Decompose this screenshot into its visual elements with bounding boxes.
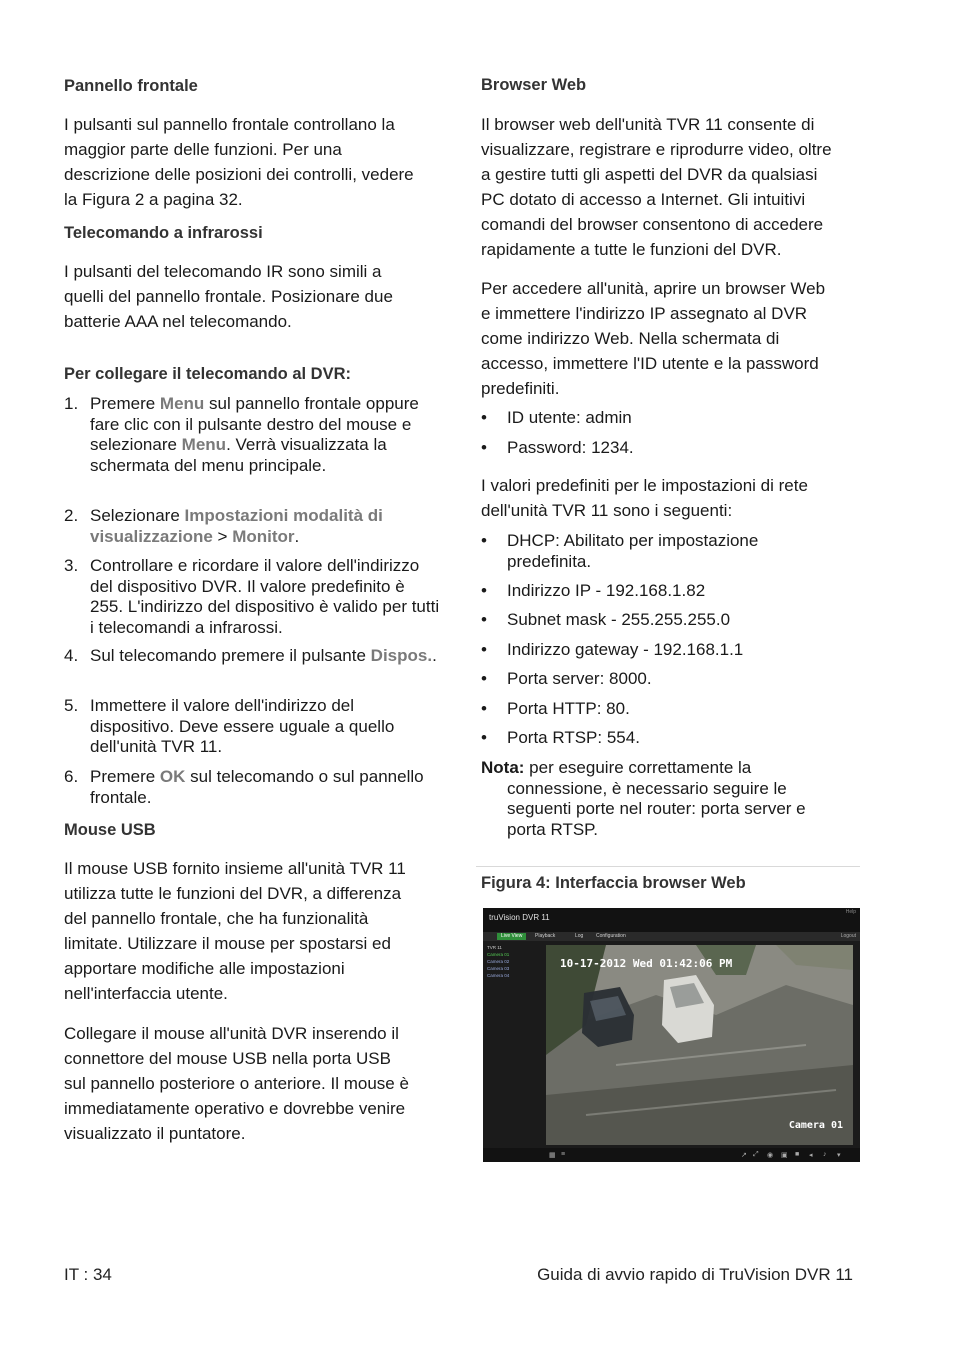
heading-connect-remote: Per collegare il telecomando al DVR: [64, 365, 352, 383]
paragraph-network-defaults: I valori predefiniti per le impostazioni di rete dell'unità TVR 11 sono i seguenti: [481, 476, 808, 520]
dvr-nav [483, 932, 860, 941]
step-text: Controllare e ricordare il valore dell'indirizzo del dispositivo DVR. Il valore predefinito è 255. L'indirizzo del dispositivo è valido per tutti i telecomandi a infrarossi. [90, 556, 440, 637]
dvr-help: Help [845, 909, 856, 915]
list-item: • Password: 1234. [481, 438, 634, 457]
step-5: 5. Immettere il valore dell'indirizzo del dispositivo. Deve essere uguale a quello dell'unità TVR 11. [64, 696, 395, 756]
page-number: IT : 34 [64, 1265, 112, 1284]
step-text: sul pannello frontale oppure fare clic con il pulsante destro del mouse e selezionare [90, 394, 419, 454]
list-item: • ID utente: admin [481, 408, 632, 427]
tab-live-view: Live View [497, 933, 526, 940]
paragraph-usb-mouse-1: Il mouse USB fornito insieme all'unità TVR 11 utilizza tutte le funzioni del DVR, a differenza del pannello frontale, che ha funzionalità limitate. Utilizzare il mouse per spostarsi ed apportare modifiche alle impostazioni nell'interfaccia utente. [64, 859, 406, 1003]
step-text: Premere [90, 767, 160, 786]
list-item: • Porta server: 8000. [481, 669, 652, 688]
list-item: • Porta RTSP: 554. [481, 728, 640, 747]
dvr-camera-tree: TVR 11 Camera 01 Camera 02 Camera 03 Camera 04 [487, 945, 510, 978]
volume-icon: ♪ [823, 1151, 827, 1158]
note: Nota: per eseguire correttamente la connessione, è necessario seguire le seguenti porte nel router: porta server e porta RTSP. [481, 758, 806, 839]
dvr-toolbar [483, 1148, 860, 1162]
tab-log: Log [575, 933, 584, 939]
heading-web-browser: Browser Web [481, 76, 587, 94]
list-item: • DHCP: Abilitato per impostazione predefinita. [481, 531, 759, 571]
ui-term: Dispos. [370, 646, 433, 665]
paragraph-ir-remote: I pulsanti del telecomando IR sono simili a quelli del pannello frontale. Posizionare due batterie AAA nel telecomando. [64, 262, 393, 331]
ui-term: Monitor [232, 526, 295, 546]
menu-icon: ≡ [561, 1151, 566, 1158]
heading-front-panel: Pannello frontale [64, 77, 198, 95]
step-text: Sul telecomando premere il pulsante [90, 646, 371, 665]
expand-icon: ⤢ [753, 1151, 759, 1158]
dvr-logout: Logout [840, 933, 856, 939]
step-6: 6. Premere OK sul telecomando o sul pannello frontale. [64, 767, 424, 807]
dvr-header [483, 908, 860, 932]
dvr-live-video [546, 945, 853, 1145]
step-3: 3. Controllare e ricordare il valore dell'indirizzo del dispositivo DVR. Il valore predefinito è 255. L'indirizzo del dispositivo è valido per tutti i telecomandi a infrarossi. [64, 556, 440, 637]
step-text: Immettere il valore dell'indirizzo del dispositivo. Deve essere uguale a quello dell'unità TVR 11. [90, 696, 395, 756]
divider [476, 866, 860, 867]
video-timestamp: 10-17-2012 Wed 01:42:06 PM [560, 957, 733, 970]
step-text: Premere [90, 394, 160, 413]
list-item: • Subnet mask - 255.255.255.0 [481, 610, 731, 629]
step-text: Selezionare [90, 506, 185, 525]
dvr-brand: truVision DVR 11 [489, 913, 550, 922]
grid-icon: ▦ [549, 1152, 556, 1159]
figure-caption: Figura 4: Interfaccia browser Web [481, 874, 746, 892]
stop-icon: ■ [795, 1151, 800, 1158]
paragraph-web-browser-2: Per accedere all'unità, aprire un browser Web e immettere l'indirizzo IP assegnato al DVR come indirizzo Web. Nella schermata di accesso, immettere l'ID utente e la password predefiniti. [481, 279, 826, 398]
arrow-icon: ↗ [741, 1152, 747, 1159]
note-label: Nota: [481, 758, 525, 777]
audio-icon: ◂ [809, 1152, 813, 1159]
step-text: . [432, 646, 437, 665]
document-title: Guida di avvio rapido di TruVision DVR 11 [537, 1265, 853, 1284]
record-icon: ◉ [767, 1152, 774, 1159]
dvr-web-interface-figure [483, 908, 860, 1162]
step-1: 1. Premere Menu sul pannello frontale oppure fare clic con il pulsante destro del mouse e selezionare Menu. Verrà visualizzata la schermata del menu principale. [64, 394, 419, 475]
step-4: 4. Sul telecomando premere il pulsante Dispos.. [64, 646, 437, 665]
heading-usb-mouse: Mouse USB [64, 821, 156, 839]
step-text: . Verrà visualizzata la schermata del menu principale. [90, 435, 387, 475]
snapshot-icon: ▣ [781, 1152, 788, 1159]
ui-term: Impostazioni modalità di visualizzazione [90, 506, 383, 546]
ui-term: Menu [159, 394, 205, 413]
tab-configuration: Configuration [596, 933, 626, 939]
paragraph-usb-mouse-2: Collegare il mouse all'unità DVR inserendo il connettore del mouse USB nella porta USB sul pannello posteriore o anteriore. Il mouse è immediatamente operativo e dovrebbe venire visualizzato il puntatore. [64, 1024, 409, 1143]
paragraph-web-browser-1: Il browser web dell'unità TVR 11 consente di visualizzare, registrare e riprodurre video, oltre a gestire tutti gli aspetti del DVR da qualsiasi PC dotato di accesso a Internet. Gli intuitivi comandi del browser consentono di accedere rapidamente a tutte le funzioni del DVR. [481, 115, 832, 259]
settings-icon: ▾ [837, 1152, 841, 1159]
tab-playback: Playback [535, 933, 556, 939]
heading-ir-remote: Telecomando a infrarossi [64, 224, 263, 242]
list-item: • Indirizzo gateway - 192.168.1.1 [481, 640, 744, 659]
step-text: > [212, 526, 233, 546]
step-text: sul telecomando o sul pannello frontale. [90, 767, 424, 807]
list-item: • Porta HTTP: 80. [481, 699, 630, 718]
video-camera-label: Camera 01 [788, 1120, 843, 1131]
paragraph-front-panel: I pulsanti sul pannello frontale controllano la maggior parte delle funzioni. Per una descrizione delle posizioni dei controlli, vedere la Figura 2 a pagina 32. [64, 115, 414, 209]
parking-lot-image [546, 945, 853, 1145]
step-text: . [294, 526, 300, 546]
ui-term: Menu [181, 435, 227, 454]
step-2: 2. Selezionare Impostazioni modalità di visualizzazione > Monitor. [64, 506, 383, 546]
ui-term: OK [159, 767, 186, 786]
list-item: • Indirizzo IP - 192.168.1.82 [481, 581, 706, 600]
